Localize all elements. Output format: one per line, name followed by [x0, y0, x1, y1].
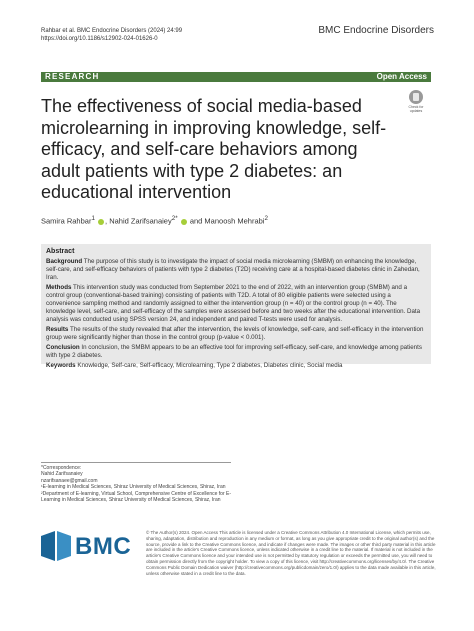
- citation-line: Rahbar et al. BMC Endocrine Disorders (2024) 24:99: [41, 28, 183, 34]
- section-text: In conclusion, the SMBM appears to be an effective tool for improving self-efficacy, self-care, and knowledge among patients with type 2 diabetes.: [46, 344, 422, 359]
- crossmark-icon: [409, 90, 423, 104]
- bmc-logo: [41, 531, 131, 561]
- abstract-keywords: [46, 362, 426, 370]
- section-text: The results of the study revealed that after the intervention, the levels of knowledge, self-care, and self-efficacy in the intervention group were significantly higher than those in the control group (p-value < 0.001).: [46, 326, 424, 341]
- correspondence-name: Nahid Zarifsanaiey: [41, 471, 83, 478]
- abstract-heading: Abstract: [46, 248, 75, 255]
- article-title: The effectiveness of social media-based microlearning in improving knowledge, self-efficacy, and self-care behaviors among adult patients with type 2 diabetes: an educational intervention: [41, 96, 387, 202]
- affiliation-1: ¹E-learning in Medical Sciences, Shiraz University of Medical Sciences, Shiraz, Iran: [41, 484, 226, 491]
- article-header: [41, 27, 182, 43]
- affiliation-2: ²Department of E-learning, Virtual School, Comprehensive Centre of Excellence for E-Learning in Medical Sciences, Shiraz University of Medical Sciences, Shiraz, Iran: [41, 490, 231, 504]
- section-text: This intervention study was conducted from September 2021 to the end of 2022, with an intervention group (SMBM) and a control group (conventional-based training) consisting of patients with T2D. A total of 80 eligible patients were selected using a convenience sampling method and randomly assigned to either the intervention group (n = 40) or the control group (n = 40). The knowledge level, self-care, and self-efficacy of the samples were assessed before and two weeks after the educational intervention. Data analysis was conducted using SPSS version 24, and independent and paired T-tests were used for analysis.: [46, 284, 421, 323]
- bmc-logo-text: BMC: [75, 533, 132, 560]
- abstract-results: [46, 326, 426, 342]
- affiliation-mark: 2*: [171, 215, 178, 222]
- check-updates-label: Check for updates: [408, 105, 424, 113]
- abstract-conclusion: [46, 344, 426, 360]
- correspondence-label: *Correspondence:: [41, 465, 82, 471]
- bmc-logo-icon: [41, 531, 71, 561]
- section-label: Methods: [46, 284, 72, 291]
- doi-link[interactable]: https://doi.org/10.1186/s12902-024-01626-0: [41, 36, 158, 42]
- open-access-label: Open Access: [376, 72, 427, 81]
- abstract-background: [46, 258, 426, 282]
- affiliation-mark: 2: [264, 215, 268, 222]
- author-name[interactable]: Samira Rahbar: [41, 216, 92, 226]
- section-label: Background: [46, 258, 83, 265]
- author-name[interactable]: and Manoosh Mehrabi: [187, 216, 265, 226]
- affiliation-mark: 1: [91, 215, 95, 222]
- orcid-icon[interactable]: [181, 219, 187, 225]
- article-type-band: [41, 72, 431, 82]
- abstract-box: [41, 244, 431, 369]
- section-label: Conclusion: [46, 344, 80, 351]
- author-list: [41, 215, 268, 226]
- section-label: Keywords: [46, 362, 76, 369]
- section-label: Results: [46, 326, 69, 333]
- journal-name: BMC Endocrine Disorders: [318, 25, 434, 36]
- check-for-updates-button[interactable]: [404, 90, 428, 117]
- section-text: The purpose of this study is to investigate the impact of social media microlearning (SMBM) on enhancing the knowledge, self-care, and self-efficacy behaviors of patients with type 2 diabetes (T2D) receiving care at a hospital-based diabetes clinic in Zahedan, Iran.: [46, 258, 420, 281]
- author-name[interactable]: , Nahid Zarifsanaiey: [105, 216, 172, 226]
- section-text: Knowledge, Self-care, Self-efficacy, Microlearning, Type 2 diabetes, Diabetes clinic, Social media: [77, 362, 343, 369]
- footnote-divider: [41, 462, 231, 463]
- footnotes: [41, 465, 241, 503]
- license-text: © The Author(s) 2024. Open Access This article is licensed under a Creative Commons Attribution 4.0 International License, which permits use, sharing, adaptation, distribution and reproduction in any medium or format, as long as you give appropriate credit to the original author(s) and the source, provide a link to the Creative Commons licence, and indicate if changes were made. The images or other third party material in this article are included in the article's Creative Commons licence, unless indicated otherwise in a credit line to the material. If material is not included in the article's Creative Commons licence and your intended use is not permitted by statutory regulation or exceeds the permitted use, you will need to obtain permission directly from the copyright holder. To view a copy of this licence, visit http://creativecommons.org/licenses/by/4.0/. The Creative Commons Public Domain Dedication waiver (http://creativecommons.org/publicdomain/zero/1.0/) applies to the data made available in this article, unless otherwise stated in a credit line to the data.: [146, 530, 436, 576]
- orcid-icon[interactable]: [98, 219, 104, 225]
- correspondence-email[interactable]: nzarifsanaee@gmail.com: [41, 477, 98, 484]
- article-type-label: RESEARCH: [45, 72, 100, 81]
- abstract-methods: [46, 284, 426, 324]
